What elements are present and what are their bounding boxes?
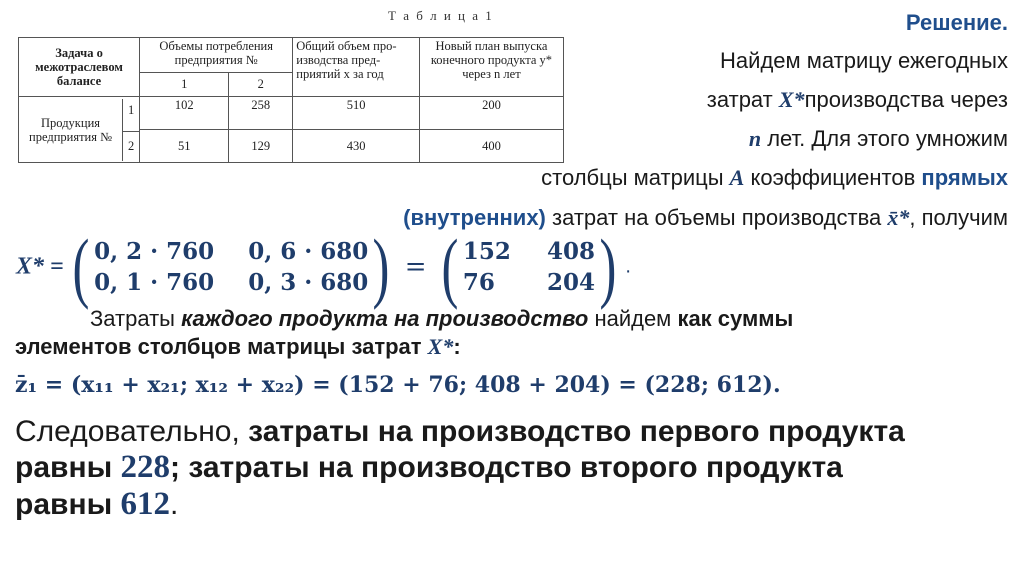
costs-bold: как суммы [677,306,794,331]
conclusion-d: ; затраты на производство второго продукта [170,451,843,484]
value-228: 228 [120,449,171,485]
table-caption: Т а б л и ц а 1 [388,8,494,23]
solution-line-2-b: производства через [804,87,1008,112]
row-label-cell [19,97,140,163]
cell-1-plan: 200 [419,97,563,130]
solution-line-5-b: затрат на объемы производства [545,205,888,230]
row-label: Продукция предприятия № [19,99,123,161]
solution-line-2-a: затрат [706,87,779,112]
conclusion-line-1 [15,414,905,449]
symbol-xbar-star: x̄* [887,205,910,230]
matrix-cell: 408 [546,238,595,265]
input-output-table [18,37,564,163]
symbol-x-star: X* [778,87,805,112]
symbol-a: A [729,165,745,190]
header-col1: 1 [140,72,229,96]
conclusion-c: равны [15,451,121,484]
solution-line-4 [541,165,1008,191]
paren-right-icon: ) [599,223,617,310]
solution-line-3-b: лет. Для этого умножим [761,126,1008,151]
solution-line-5-c: , получим [909,205,1008,230]
highlight-internal: (внутренних) [403,205,546,230]
matrix-result [437,223,621,310]
header-consumption: Объемы потребления предприятия № [140,38,293,73]
cell-2-total: 430 [293,130,420,163]
value-612: 612 [120,486,171,522]
matrix-products [68,223,394,310]
solution-line-3 [749,126,1008,152]
sum-formula: z̄₁ = (x₁₁ + x₂₁; x₁₂ + x₂₂) = (152 + 76; 408 + 204) = (228; 612). [15,372,781,398]
highlight-direct: прямых [921,165,1008,190]
conclusion-e: равны [15,488,121,521]
conclusion-line-2 [15,450,843,485]
solution-line-4-a: столбцы матрицы [541,165,730,190]
symbol-n: n [748,126,762,151]
costs-line-1-b: найдем [588,306,678,331]
paren-left-icon: ( [72,223,90,310]
cell-2-plan: 400 [419,130,563,163]
solution-title-text: Решение. [905,10,1008,35]
conclusion-line-3 [15,487,178,522]
solution-title [906,10,1008,36]
costs-colon: : [453,334,461,359]
costs-emphasis: каждого продукта на производство [181,306,589,331]
solution-line-2 [707,87,1008,113]
header-col2: 2 [229,72,293,96]
header-task: Задача о межотраслевом балансе [19,38,140,97]
costs-line-1-a: Затраты [90,306,182,331]
matrix-cell: 0, 2 · 760 [94,238,215,265]
paren-left-icon: ( [441,223,459,310]
header-total: Общий объем про-изводства пред-приятий x за год [293,38,420,97]
matrix-result-grid [463,236,595,298]
cell-1-total: 510 [293,97,420,130]
solution-line-1: Найдем матрицу ежегодных [720,48,1008,73]
matrix-dot: . [625,255,631,278]
row-num-1: 1 [123,99,139,133]
cell-2-2: 129 [229,130,293,163]
cell-2-1: 51 [140,130,229,163]
symbol-x-star: X* [427,334,454,359]
matrix-cell: 204 [546,269,595,296]
cell-1-1: 102 [140,97,229,130]
conclusion-a: Следовательно, [15,415,249,448]
matrix-cell: 0, 1 · 760 [94,269,215,296]
costs-line-2-text: элементов столбцов матрицы затрат [15,334,428,359]
header-newplan: Новый план выпуска конечного продукта y* через n лет [419,38,563,97]
matrix-lhs: X* = [16,253,64,280]
matrix-cell: 152 [462,238,511,265]
costs-line-2 [15,334,461,360]
row-num-2: 2 [127,139,135,154]
solution-line-4-b: коэффициентов [744,165,922,190]
paren-right-icon: ) [372,223,390,310]
costs-line-1 [90,306,793,332]
conclusion-b: затраты на производство первого продукта [248,415,905,448]
matrix-cell: 0, 3 · 680 [248,269,369,296]
equals-sign: = [404,252,427,282]
solution-line-5 [403,205,1008,231]
matrix-cell: 76 [462,269,495,296]
matrix-cell: 0, 6 · 680 [248,238,369,265]
conclusion-f: . [170,488,179,521]
matrix-equation [16,223,631,310]
cell-1-2: 258 [229,97,293,130]
matrix-products-grid [94,236,368,298]
